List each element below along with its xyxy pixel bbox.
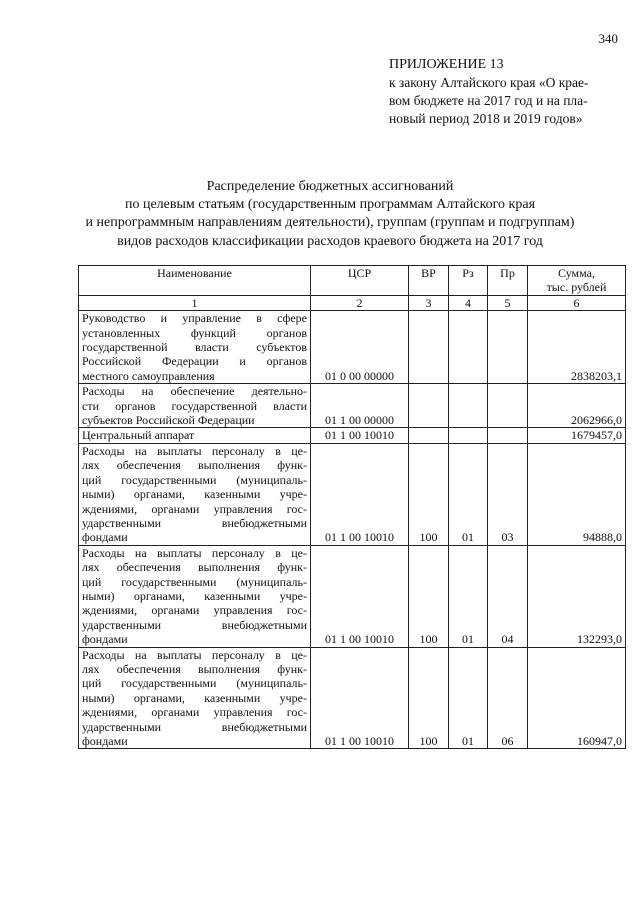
appendix-line: новый период 2018 и 2019 годов» [389, 111, 583, 126]
col-number: 4 [449, 295, 488, 310]
row-name-line: ударственными внебюджетными [82, 617, 307, 632]
col-number: 6 [528, 295, 626, 310]
row-name-line: лях обеспечения выполнения функ- [82, 560, 307, 575]
row-name-line: ций государственными (муниципаль- [82, 574, 307, 589]
col-number: 2 [311, 295, 409, 310]
row-csr: 01 1 00 10010 [311, 545, 409, 647]
row-name-line: ными) органами, казенными учре- [82, 487, 307, 502]
row-sum: 2062966,0 [528, 384, 626, 428]
row-pr [488, 428, 528, 443]
row-csr: 01 1 00 00000 [311, 384, 409, 428]
row-pr: 03 [488, 443, 528, 545]
row-name-line: ными) органами, казенными учре- [82, 588, 307, 603]
row-name-line: Расходы на выплаты персоналу в це- [82, 443, 307, 458]
budget-table [78, 265, 626, 749]
appendix-block [389, 56, 625, 128]
table-row [79, 443, 626, 545]
row-name-line: государственной власти субъектов [82, 340, 307, 355]
header-sum-line1: Сумма, [558, 266, 595, 280]
row-name-line: Центральный аппарат [82, 428, 195, 443]
header-pr: Пр [488, 266, 528, 296]
row-csr: 01 1 00 10010 [311, 428, 409, 443]
row-vr [409, 384, 449, 428]
table-header-row [79, 266, 626, 296]
title-line: по целевым статьям (государственным программам Алтайского края [124, 197, 536, 213]
header-name: Наименование [79, 266, 311, 296]
table-row [79, 428, 626, 443]
page-number: 340 [598, 31, 618, 46]
row-name-line: фондами [82, 632, 128, 647]
row-vr: 100 [409, 647, 449, 749]
row-pr: 06 [488, 647, 528, 749]
table-row [79, 311, 626, 384]
col-number: 3 [409, 295, 449, 310]
column-number-row [79, 295, 626, 310]
col-number: 5 [488, 295, 528, 310]
row-name-line: сти органов государственной власти [82, 398, 307, 413]
row-vr [409, 311, 449, 384]
header-sum [528, 266, 626, 296]
table-body [79, 311, 626, 749]
row-name-line: Расходы на выплаты персоналу в це- [82, 545, 307, 560]
table-row [79, 384, 626, 428]
row-pr [488, 384, 528, 428]
row-name [79, 647, 311, 749]
row-rz [449, 311, 488, 384]
row-name-line: местного самоуправления [82, 368, 215, 383]
header-rz: Рз [449, 266, 488, 296]
appendix-heading: ПРИЛОЖЕНИЕ 13 [389, 57, 504, 72]
row-csr: 01 1 00 10010 [311, 647, 409, 749]
row-name [79, 311, 311, 384]
row-name-line: ударственными внебюджетными [82, 515, 307, 530]
row-name-line: лях обеспечения выполнения функ- [82, 661, 307, 676]
title-line: и непрограммным направлениям деятельности), группам (группам и подгруппам) [85, 215, 575, 231]
row-name-line: ждениями, органами управления гос- [82, 705, 307, 720]
row-pr [488, 311, 528, 384]
row-rz: 01 [449, 647, 488, 749]
row-rz: 01 [449, 443, 488, 545]
title-line: видов расходов классификации расходов краевого бюджета на 2017 год [117, 233, 543, 249]
row-name-line: установленных функций органов [82, 325, 307, 340]
row-vr: 100 [409, 545, 449, 647]
row-name-line: Расходы на обеспечение деятельно- [82, 384, 307, 399]
appendix-line: вом бюджете на 2017 год и на пла- [389, 93, 588, 108]
row-name-line: Расходы на выплаты персоналу в це- [82, 647, 307, 662]
header-csr: ЦСР [311, 266, 409, 296]
appendix-line: к закону Алтайского края «О крае- [389, 75, 589, 90]
row-pr: 04 [488, 545, 528, 647]
row-name-line: Руководство и управление в сфере [82, 311, 307, 326]
row-name-line: ций государственными (муниципаль- [82, 472, 307, 487]
row-name-line: ждениями, органами управления гос- [82, 501, 307, 516]
row-csr: 01 1 00 10010 [311, 443, 409, 545]
row-name-line: фондами [82, 530, 128, 545]
row-rz [449, 428, 488, 443]
table-row [79, 647, 626, 749]
row-name [79, 384, 311, 428]
row-sum: 1679457,0 [528, 428, 626, 443]
row-name [79, 443, 311, 545]
document-title [60, 178, 600, 251]
row-sum: 160947,0 [528, 647, 626, 749]
row-name-line: субъектов Российской Федерации [82, 413, 255, 428]
row-csr: 01 0 00 00000 [311, 311, 409, 384]
row-name-line: ными) органами, казенными учре- [82, 690, 307, 705]
row-sum: 94888,0 [528, 443, 626, 545]
col-number: 1 [79, 295, 311, 310]
table-row [79, 545, 626, 647]
row-name-line: фондами [82, 734, 128, 748]
row-name-line: Российской Федерации и органов [82, 354, 307, 369]
row-name [79, 545, 311, 647]
row-rz: 01 [449, 545, 488, 647]
row-name [79, 428, 311, 443]
header-vr: ВР [409, 266, 449, 296]
row-vr [409, 428, 449, 443]
row-name-line: лях обеспечения выполнения функ- [82, 458, 307, 473]
header-sum-line2: тыс. рублей [546, 280, 607, 295]
row-name-line: ций государственными (муниципаль- [82, 676, 307, 691]
row-rz [449, 384, 488, 428]
row-sum: 132293,0 [528, 545, 626, 647]
title-line: Распределение бюджетных ассигнований [206, 179, 454, 194]
row-sum: 2838203,1 [528, 311, 626, 384]
row-vr: 100 [409, 443, 449, 545]
row-name-line: ударственными внебюджетными [82, 719, 307, 734]
row-name-line: ждениями, органами управления гос- [82, 603, 307, 618]
